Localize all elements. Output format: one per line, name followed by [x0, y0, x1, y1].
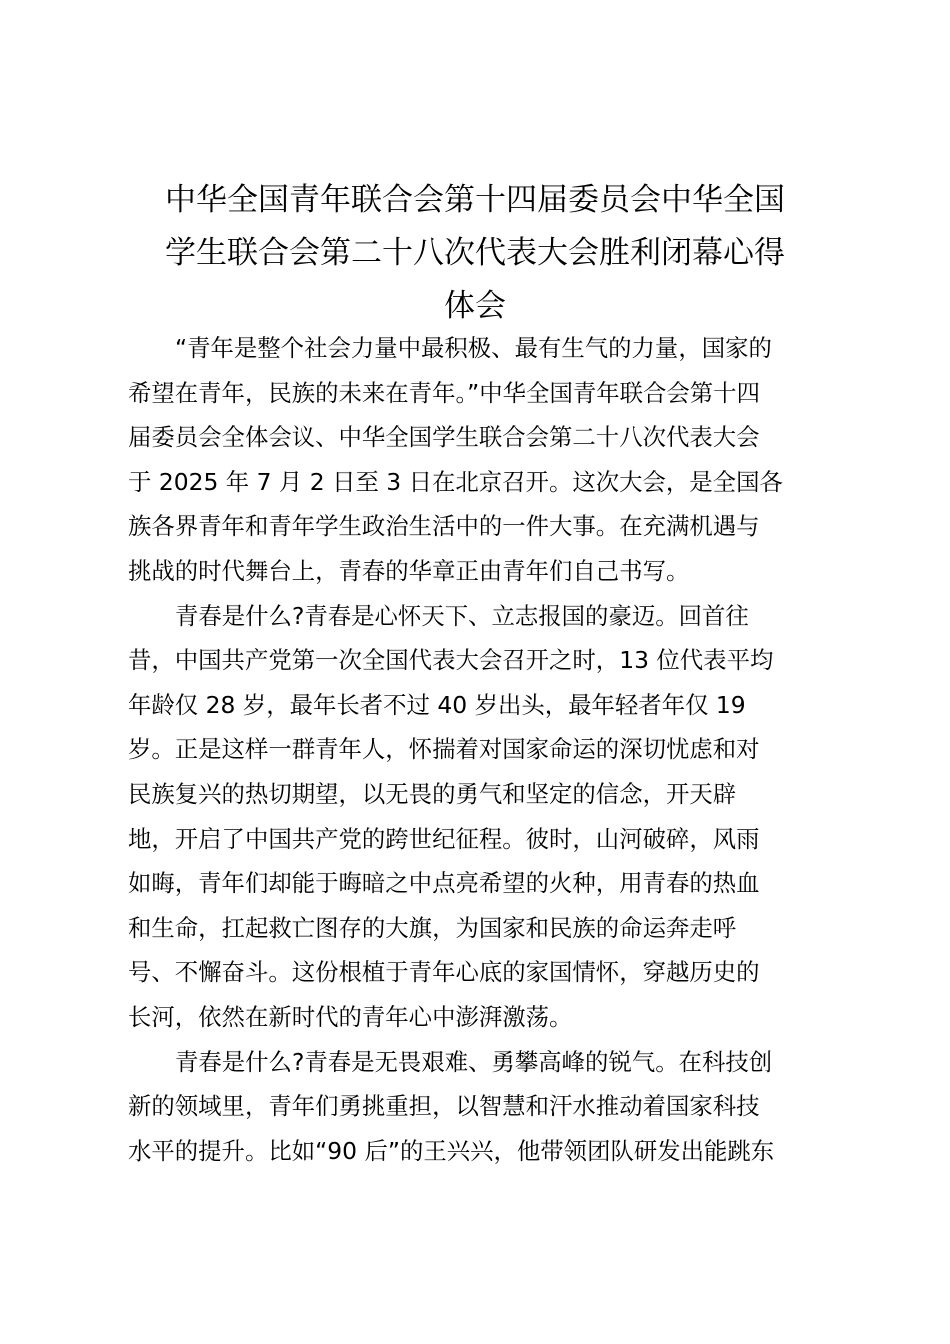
paragraph-line: 青春是什么?青春是无畏艰难、勇攀高峰的锐气。在科技创 [175, 1047, 773, 1076]
title-line-3: 体会 [444, 288, 506, 324]
paragraph-line: 届委员会全体会议、中华全国学生联合会第二十八次代表大会 [128, 423, 760, 452]
paragraph-2 [128, 594, 838, 1040]
paragraph-line: 水平的提升。比如“90 后”的王兴兴，他带领团队研发出能跳东 [128, 1136, 775, 1165]
paragraph-line: 希望在青年，民族的未来在青年。”中华全国青年联合会第十四 [128, 378, 760, 407]
paragraph-line: 和生命，扛起救亡图存的大旗，为国家和民族的命运奔走呼 [128, 913, 737, 942]
paragraph-line: 挑战的时代舞台上，青春的华章正由青年们自己书写。 [128, 556, 690, 585]
paragraph-line: 地，开启了中国共产党的跨世纪征程。彼时，山河破碎，风雨 [128, 824, 760, 853]
document-title [118, 174, 832, 333]
paragraph-line: 新的领域里，青年们勇挑重担，以智慧和汗水推动着国家科技 [128, 1092, 760, 1121]
paragraph-line: “青年是整个社会力量中最积极、最有生气的力量，国家的 [175, 334, 772, 362]
paragraph-line: 号、不懈奋斗。这份根植于青年心底的家国情怀，穿越历史的 [128, 958, 760, 987]
document-body [128, 326, 838, 1173]
paragraph-line: 岁。正是这样一群青年人，怀揣着对国家命运的深切忧虑和对 [128, 735, 760, 764]
paragraph-line: 于 2025 年 7 月 2 日至 3 日在北京召开。这次大会，是全国各 [128, 467, 783, 496]
title-line-2: 学生联合会第二十八次代表大会胜利闭幕心得 [165, 235, 785, 271]
paragraph-line: 昔，中国共产党第一次全国代表大会召开之时，13 位代表平均 [128, 646, 774, 675]
paragraph-line: 族各界青年和青年学生政治生活中的一件大事。在充满机遇与 [128, 512, 760, 541]
paragraph-line: 年龄仅 28 岁，最年长者不过 40 岁出头，最年轻者年仅 19 [128, 690, 746, 719]
title-line-1: 中华全国青年联合会第十四届委员会中华全国 [165, 182, 785, 218]
paragraph-3 [128, 1040, 838, 1174]
paragraph-line: 民族复兴的热切期望，以无畏的勇气和坚定的信念，开天辟 [128, 779, 737, 808]
paragraph-1 [128, 326, 838, 594]
paragraph-line: 长河，依然在新时代的青年心中澎湃激荡。 [128, 1002, 573, 1031]
paragraph-line: 青春是什么?青春是心怀天下、立志报国的豪迈。回首往 [175, 601, 749, 630]
paragraph-line: 如晦，青年们却能于晦暗之中点亮希望的火种，用青春的热血 [128, 869, 760, 898]
